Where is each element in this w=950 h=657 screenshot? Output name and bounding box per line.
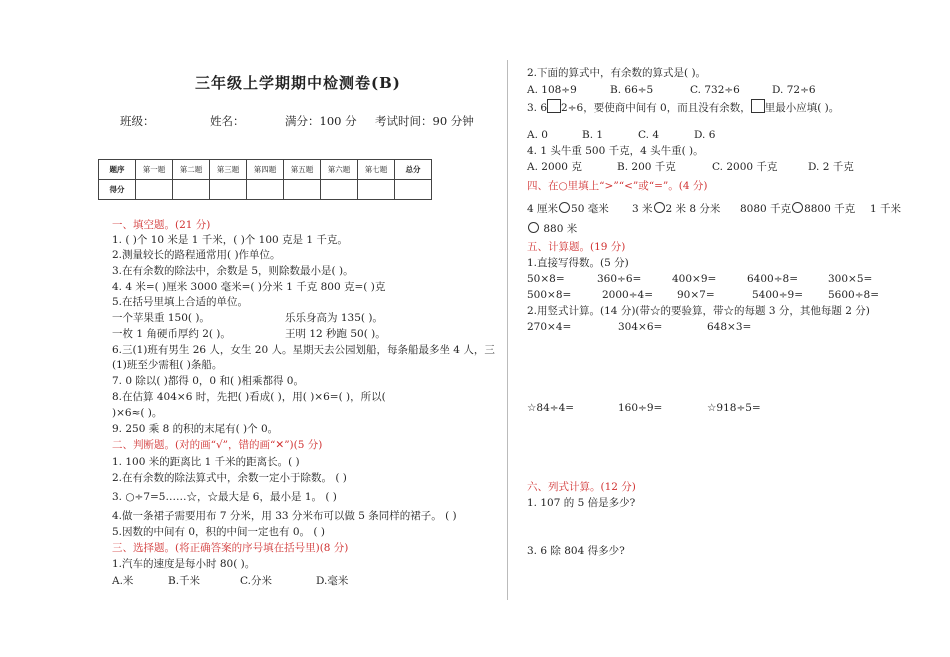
score-header: 第三题 [210, 160, 247, 180]
section-5-heading: 五、计算题。(19 分) [527, 241, 626, 253]
compare-item: 4 厘米 [527, 203, 559, 215]
fill-q1: 1. ( )个 10 米是 1 千米，( )个 100 克是 1 千克。 [112, 234, 348, 246]
vertical-calc-item: 160÷9= [618, 402, 663, 414]
judge-q5: 5.因数的中间有 0，积的中间一定也有 0。 ( ) [112, 526, 325, 538]
choice-q3-option-c: C. 4 [638, 129, 660, 141]
vertical-calc-item: 304×6= [618, 321, 663, 333]
score-table [98, 159, 432, 200]
choice-q3-option-d: D. 6 [694, 129, 716, 141]
score-header: 总分 [395, 160, 432, 180]
compare-circle[interactable] [654, 202, 665, 213]
calc-item: 6400÷8= [747, 273, 798, 285]
compare-row-3 [740, 202, 855, 216]
judge-q2: 2.在有余数的除法算式中，余数一定小于除数。 ( ) [112, 472, 347, 484]
compare-circle[interactable] [559, 202, 570, 213]
calc-item: 360÷6= [597, 273, 642, 285]
score-cell[interactable] [136, 180, 173, 200]
compare-row-4-left: 1 千米 [870, 203, 902, 215]
digit-box [751, 99, 765, 113]
choice-q3-option-a: A. 0 [527, 129, 548, 141]
vertical-calc-item: 270×4= [527, 321, 572, 333]
score-header: 题序 [99, 160, 136, 180]
full-score-label: 满分：100 分 [285, 114, 357, 128]
compare-row-1 [527, 202, 609, 216]
fill-q6-line1: 6.三(1)班有男生 26 人，女生 20 人。星期天去公园划船，每条船最多坐 4 人，三 [112, 344, 495, 356]
compare-circle[interactable] [528, 222, 539, 233]
fill-q5: 5.在括号里填上合适的单位。 [112, 296, 249, 308]
calc-item: 50×8= [527, 273, 565, 285]
score-cell[interactable] [284, 180, 321, 200]
choice-q4-option-d: D. 2 千克 [808, 161, 854, 173]
compare-row-2 [632, 202, 720, 216]
score-header: 第一题 [136, 160, 173, 180]
choice-q2: 2.下面的算式中，有余数的算式是( )。 [527, 67, 707, 79]
compare-item: 880 米 [543, 223, 578, 235]
calc-item: 5400÷9= [752, 289, 803, 301]
compare-item: 2 米 8 分米 [665, 203, 721, 215]
calc-item: 2000÷4= [602, 289, 653, 301]
choice-q1-option-b: B.千米 [168, 575, 201, 587]
word-calc-q1: 1. 107 的 5 倍是多少? [527, 497, 636, 509]
fill-q5d: 王明 12 秒跑 50( )。 [285, 328, 386, 340]
choice-q1-option-a: A.米 [112, 575, 134, 587]
judge-q4: 4.做一条裙子需要用布 7 分米，用 33 分米布可以做 5 条同样的裙子。 ( ) [112, 510, 457, 522]
judge-q1: 1. 100 米的距离比 1 千米的距离长。( ) [112, 456, 300, 468]
choice-q3 [527, 99, 839, 115]
name-label: 姓名： [210, 114, 245, 128]
exam-time-label: 考试时间：90 分钟 [375, 114, 474, 128]
score-header: 第二题 [173, 160, 210, 180]
score-cell[interactable] [247, 180, 284, 200]
section-3-heading: 三、选择题。(将正确答案的序号填在括号里)(8 分) [112, 542, 349, 554]
judge-q3: 3. ○÷7=5……☆，☆最大是 6，最小是 1。 ( ) [112, 491, 337, 503]
class-label: 班级： [120, 114, 155, 128]
choice-q2-option-d: D. 72÷6 [772, 84, 816, 96]
calc-part-1: 1.直接写得数。(5 分) [527, 257, 629, 269]
score-cell[interactable] [358, 180, 395, 200]
vertical-calc-item: ☆84÷4= [527, 402, 575, 414]
page-title: 三年级上学期期中检测卷(B) [195, 74, 401, 92]
score-cell[interactable] [395, 180, 432, 200]
calc-part-2: 2.用竖式计算。(14 分)(带☆的要验算，带☆的每题 3 分，其他每题 2 分) [527, 305, 870, 317]
compare-row-4-right [527, 222, 577, 236]
section-4-heading: 四、在○里填上“>”“<”或“=”。(4 分) [527, 180, 708, 192]
fill-q8-line2: )×6≈( )。 [112, 407, 163, 419]
calc-item: 90×7= [677, 289, 715, 301]
calc-item: 5600÷8= [828, 289, 879, 301]
choice-q2-option-a: A. 108÷9 [527, 84, 577, 96]
score-cell[interactable] [173, 180, 210, 200]
fill-q7: 7. 0 除以( )都得 0，0 和( )相乘都得 0。 [112, 375, 304, 387]
calc-item: 500×8= [527, 289, 572, 301]
compare-item: 8800 千克 [804, 203, 856, 215]
choice-q1: 1.汽车的速度是每小时 80( )。 [112, 558, 256, 570]
calc-item: 400×9= [672, 273, 717, 285]
fill-q5c: 一枚 1 角硬币厚约 2( )。 [112, 328, 231, 340]
choice-q4-option-a: A. 2000 克 [527, 161, 582, 173]
vertical-calc-item: ☆918÷5= [707, 402, 761, 414]
fill-q4: 4. 4 米=( )厘米 3000 毫米=( )分米 1 千克 800 克=( )克 [112, 281, 386, 293]
choice-q3-middle: 2÷6，要使商中间有 0，而且没有余数， [561, 102, 751, 114]
score-header: 第四题 [247, 160, 284, 180]
score-header: 第六题 [321, 160, 358, 180]
vertical-calc-item: 648×3= [707, 321, 752, 333]
fill-q5b: 乐乐身高为 135( )。 [285, 312, 383, 324]
choice-q2-option-c: C. 732÷6 [690, 84, 740, 96]
choice-q4: 4. 1 头牛重 500 千克，4 头牛重( )。 [527, 145, 704, 157]
fill-q2: 2.测量较长的路程通常用( )作单位。 [112, 249, 281, 261]
score-header: 第七题 [358, 160, 395, 180]
fill-q9: 9. 250 乘 8 的积的末尾有( )个 0。 [112, 423, 279, 435]
compare-item: 8080 千克 [740, 203, 792, 215]
section-6-heading: 六、列式计算。(12 分) [527, 481, 636, 493]
score-row-label: 得分 [99, 180, 136, 200]
fill-q6-line2: (1)班至少需租( )条船。 [112, 359, 223, 371]
score-cell[interactable] [321, 180, 358, 200]
calc-item: 300×5= [828, 273, 873, 285]
choice-q1-option-d: D.毫米 [316, 575, 349, 587]
choice-q4-option-c: C. 2000 千克 [712, 161, 778, 173]
choice-q3-option-b: B. 1 [582, 129, 604, 141]
fill-q3: 3.在有余数的除法中，余数是 5，则除数最小是( )。 [112, 265, 354, 277]
word-calc-q3: 3. 6 除 804 得多少? [527, 545, 625, 557]
digit-box [547, 99, 561, 113]
column-divider [507, 60, 508, 600]
score-cell[interactable] [210, 180, 247, 200]
fill-q5a: 一个苹果重 150( )。 [112, 312, 210, 324]
fill-q8-line1: 8.在估算 404×6 时，先把( )看成( )，用( )×6=( )，所以( [112, 391, 386, 403]
compare-item: 3 米 [632, 203, 653, 215]
score-header: 第五题 [284, 160, 321, 180]
compare-circle[interactable] [792, 202, 803, 213]
section-2-heading: 二、判断题。(对的画“√”，错的画“✕”)(5 分) [112, 439, 323, 451]
choice-q3-suffix: 里最小应填( )。 [764, 102, 840, 114]
choice-q4-option-b: B. 200 千克 [617, 161, 676, 173]
choice-q2-option-b: B. 66÷5 [610, 84, 654, 96]
compare-item: 50 毫米 [571, 203, 609, 215]
choice-q1-option-c: C.分米 [240, 575, 272, 587]
section-1-heading: 一、填空题。(21 分) [112, 219, 211, 231]
choice-q3-prefix: 3. 6 [527, 102, 548, 114]
